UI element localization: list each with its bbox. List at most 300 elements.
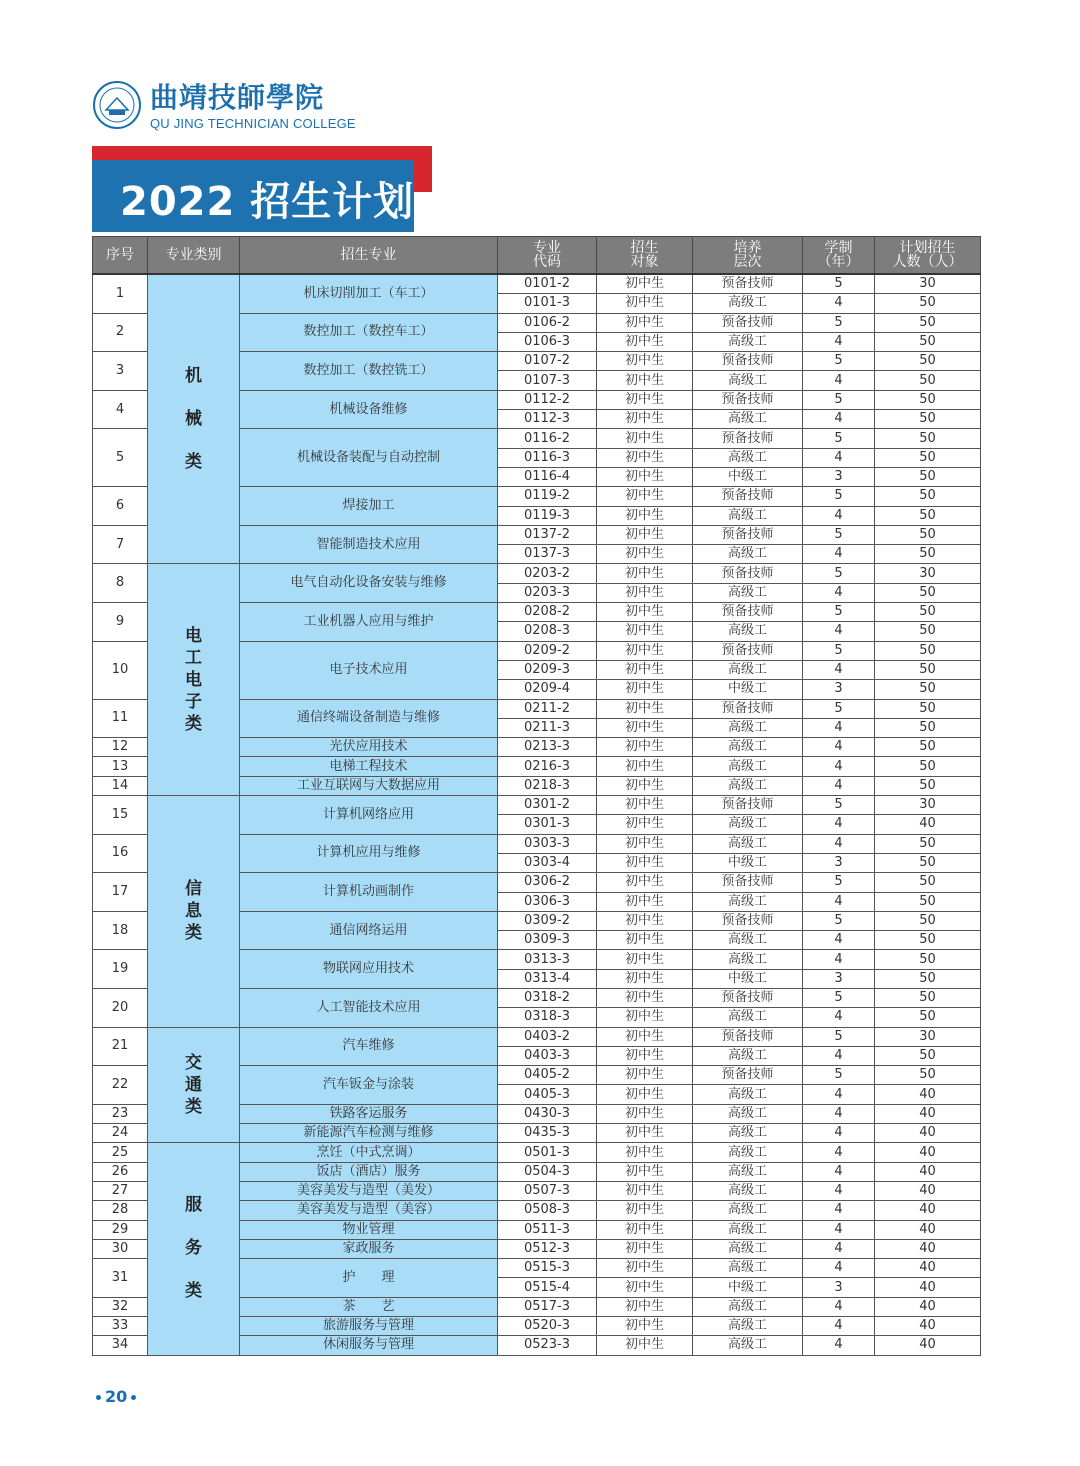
- row-number: 27: [93, 1181, 148, 1200]
- training-level: 预备技师: [693, 988, 803, 1007]
- column-header: 学制 （年）: [803, 237, 875, 275]
- study-years: 5: [803, 796, 875, 815]
- training-level: 高级工: [693, 1297, 803, 1316]
- planned-quota: 40: [875, 1143, 981, 1162]
- enroll-target: 初中生: [597, 853, 693, 872]
- training-level: 高级工: [693, 1201, 803, 1220]
- training-level: 高级工: [693, 545, 803, 564]
- major-code: 0313-3: [498, 950, 597, 969]
- category-cell: [148, 1027, 240, 1143]
- study-years: 4: [803, 1104, 875, 1123]
- training-level: 预备技师: [693, 487, 803, 506]
- major-code: 0106-2: [498, 313, 597, 332]
- enroll-target: 初中生: [597, 313, 693, 332]
- major-code: 0435-3: [498, 1124, 597, 1143]
- training-level: 预备技师: [693, 390, 803, 409]
- table-row: [93, 1143, 981, 1162]
- column-header: 专业类别: [148, 237, 240, 275]
- training-level: 高级工: [693, 1181, 803, 1200]
- enroll-target: 初中生: [597, 834, 693, 853]
- training-level: 高级工: [693, 622, 803, 641]
- training-level: 预备技师: [693, 796, 803, 815]
- row-number: 22: [93, 1066, 148, 1105]
- category-label: 机械类: [185, 365, 202, 472]
- table-row: [93, 564, 981, 583]
- training-level: 高级工: [693, 815, 803, 834]
- major-name: 电子技术应用: [240, 641, 498, 699]
- training-level: 预备技师: [693, 352, 803, 371]
- training-level: 高级工: [693, 448, 803, 467]
- major-code: 0405-3: [498, 1085, 597, 1104]
- row-number: 18: [93, 911, 148, 950]
- study-years: 5: [803, 429, 875, 448]
- planned-quota: 30: [875, 1027, 981, 1046]
- study-years: 4: [803, 931, 875, 950]
- major-code: 0116-4: [498, 467, 597, 486]
- row-number: 5: [93, 429, 148, 487]
- major-code: 0403-3: [498, 1046, 597, 1065]
- major-name: 家政服务: [240, 1239, 498, 1258]
- study-years: 4: [803, 1124, 875, 1143]
- planned-quota: 40: [875, 1181, 981, 1200]
- training-level: 高级工: [693, 1008, 803, 1027]
- training-level: 预备技师: [693, 313, 803, 332]
- study-years: 4: [803, 332, 875, 351]
- major-name: 数控加工（数控车工）: [240, 313, 498, 352]
- enroll-target: 初中生: [597, 352, 693, 371]
- major-code: 0507-3: [498, 1181, 597, 1200]
- planned-quota: 40: [875, 1201, 981, 1220]
- study-years: 4: [803, 1143, 875, 1162]
- study-years: 5: [803, 525, 875, 544]
- study-years: 3: [803, 467, 875, 486]
- major-code: 0309-3: [498, 931, 597, 950]
- study-years: 4: [803, 815, 875, 834]
- major-name: 电气自动化设备安装与维修: [240, 564, 498, 603]
- study-years: 4: [803, 1046, 875, 1065]
- major-code: 0137-3: [498, 545, 597, 564]
- enroll-target: 初中生: [597, 1181, 693, 1200]
- major-code: 0203-3: [498, 583, 597, 602]
- enroll-target: 初中生: [597, 1162, 693, 1181]
- table-row: [93, 274, 981, 294]
- study-years: 4: [803, 622, 875, 641]
- major-name: 光伏应用技术: [240, 738, 498, 757]
- study-years: 5: [803, 390, 875, 409]
- enroll-target: 初中生: [597, 1008, 693, 1027]
- major-code: 0213-3: [498, 738, 597, 757]
- major-name: 美容美发与造型（美发）: [240, 1181, 498, 1200]
- row-number: 8: [93, 564, 148, 603]
- study-years: 4: [803, 718, 875, 737]
- row-number: 16: [93, 834, 148, 873]
- major-name: 计算机网络应用: [240, 796, 498, 835]
- planned-quota: 30: [875, 274, 981, 294]
- study-years: 4: [803, 1181, 875, 1200]
- planned-quota: 40: [875, 1162, 981, 1181]
- row-number: 13: [93, 757, 148, 776]
- major-code: 0106-3: [498, 332, 597, 351]
- planned-quota: 50: [875, 757, 981, 776]
- major-code: 0119-3: [498, 506, 597, 525]
- training-level: 高级工: [693, 757, 803, 776]
- row-number: 10: [93, 641, 148, 699]
- study-years: 4: [803, 776, 875, 795]
- planned-quota: 50: [875, 352, 981, 371]
- planned-quota: 40: [875, 815, 981, 834]
- major-name: 通信终端设备制造与维修: [240, 699, 498, 738]
- major-code: 0504-3: [498, 1162, 597, 1181]
- row-number: 19: [93, 950, 148, 989]
- study-years: 4: [803, 834, 875, 853]
- table-header-row: [93, 237, 981, 275]
- row-number: 31: [93, 1259, 148, 1298]
- row-number: 7: [93, 525, 148, 564]
- enroll-target: 初中生: [597, 1259, 693, 1278]
- study-years: 5: [803, 988, 875, 1007]
- enroll-target: 初中生: [597, 776, 693, 795]
- enroll-target: 初中生: [597, 1336, 693, 1355]
- study-years: 4: [803, 583, 875, 602]
- enrollment-plan-table: [92, 236, 981, 1356]
- column-header: 计划招生 人数（人）: [875, 237, 981, 275]
- planned-quota: 50: [875, 332, 981, 351]
- planned-quota: 50: [875, 1008, 981, 1027]
- school-logo: [92, 76, 382, 132]
- major-name: 护 理: [240, 1259, 498, 1298]
- study-years: 4: [803, 1297, 875, 1316]
- training-level: 高级工: [693, 294, 803, 313]
- training-level: 预备技师: [693, 525, 803, 544]
- planned-quota: 50: [875, 911, 981, 930]
- study-years: 4: [803, 1317, 875, 1336]
- study-years: 4: [803, 1008, 875, 1027]
- row-number: 9: [93, 603, 148, 642]
- training-level: 高级工: [693, 1046, 803, 1065]
- row-number: 11: [93, 699, 148, 738]
- planned-quota: 40: [875, 1104, 981, 1123]
- major-name: 人工智能技术应用: [240, 988, 498, 1027]
- planned-quota: 50: [875, 660, 981, 679]
- training-level: 高级工: [693, 1162, 803, 1181]
- enroll-target: 初中生: [597, 525, 693, 544]
- planned-quota: 50: [875, 410, 981, 429]
- training-level: 预备技师: [693, 429, 803, 448]
- planned-quota: 30: [875, 796, 981, 815]
- dot-icon: [131, 1395, 136, 1400]
- column-header: 招生专业: [240, 237, 498, 275]
- major-code: 0208-3: [498, 622, 597, 641]
- planned-quota: 50: [875, 834, 981, 853]
- study-years: 5: [803, 1027, 875, 1046]
- study-years: 5: [803, 873, 875, 892]
- training-level: 预备技师: [693, 699, 803, 718]
- enroll-target: 初中生: [597, 622, 693, 641]
- row-number: 12: [93, 738, 148, 757]
- enroll-target: 初中生: [597, 1220, 693, 1239]
- planned-quota: 50: [875, 738, 981, 757]
- major-code: 0218-3: [498, 776, 597, 795]
- study-years: 3: [803, 680, 875, 699]
- major-code: 0116-2: [498, 429, 597, 448]
- row-number: 4: [93, 390, 148, 429]
- enroll-target: 初中生: [597, 911, 693, 930]
- enroll-target: 初中生: [597, 564, 693, 583]
- major-code: 0306-2: [498, 873, 597, 892]
- training-level: 中级工: [693, 467, 803, 486]
- major-name: 电梯工程技术: [240, 757, 498, 776]
- page-title: 2022 招生计划: [120, 179, 415, 225]
- page-number-label: 20: [105, 1387, 128, 1406]
- major-code: 0512-3: [498, 1239, 597, 1258]
- row-number: 21: [93, 1027, 148, 1066]
- major-code: 0119-2: [498, 487, 597, 506]
- major-code: 0303-4: [498, 853, 597, 872]
- major-code: 0520-3: [498, 1317, 597, 1336]
- major-name: 智能制造技术应用: [240, 525, 498, 564]
- row-number: 20: [93, 988, 148, 1027]
- study-years: 4: [803, 371, 875, 390]
- study-years: 4: [803, 738, 875, 757]
- major-code: 0107-3: [498, 371, 597, 390]
- study-years: 5: [803, 352, 875, 371]
- enroll-target: 初中生: [597, 1066, 693, 1085]
- major-code: 0112-2: [498, 390, 597, 409]
- training-level: 中级工: [693, 853, 803, 872]
- major-name: 工业机器人应用与维护: [240, 603, 498, 642]
- major-name: 汽车钣金与涂装: [240, 1066, 498, 1105]
- study-years: 4: [803, 448, 875, 467]
- enroll-target: 初中生: [597, 1046, 693, 1065]
- enroll-target: 初中生: [597, 1104, 693, 1123]
- planned-quota: 50: [875, 699, 981, 718]
- enroll-target: 初中生: [597, 718, 693, 737]
- enroll-target: 初中生: [597, 1297, 693, 1316]
- row-number: 24: [93, 1124, 148, 1143]
- row-number: 17: [93, 873, 148, 912]
- study-years: 5: [803, 487, 875, 506]
- major-code: 0523-3: [498, 1336, 597, 1355]
- major-code: 0306-3: [498, 892, 597, 911]
- enroll-target: 初中生: [597, 583, 693, 602]
- enroll-target: 初中生: [597, 873, 693, 892]
- row-number: 29: [93, 1220, 148, 1239]
- major-name: 美容美发与造型（美容）: [240, 1201, 498, 1220]
- training-level: 高级工: [693, 1317, 803, 1336]
- major-code: 0313-4: [498, 969, 597, 988]
- planned-quota: 50: [875, 313, 981, 332]
- major-code: 0107-2: [498, 352, 597, 371]
- planned-quota: 50: [875, 776, 981, 795]
- study-years: 4: [803, 892, 875, 911]
- training-level: 高级工: [693, 1220, 803, 1239]
- enroll-target: 初中生: [597, 467, 693, 486]
- major-code: 0403-2: [498, 1027, 597, 1046]
- training-level: 高级工: [693, 776, 803, 795]
- enroll-target: 初中生: [597, 1239, 693, 1258]
- study-years: 5: [803, 1066, 875, 1085]
- enroll-target: 初中生: [597, 603, 693, 622]
- major-name: 旅游服务与管理: [240, 1317, 498, 1336]
- training-level: 预备技师: [693, 911, 803, 930]
- planned-quota: 50: [875, 950, 981, 969]
- category-label: 信息类: [185, 879, 202, 944]
- enroll-target: 初中生: [597, 429, 693, 448]
- planned-quota: 50: [875, 429, 981, 448]
- study-years: 4: [803, 660, 875, 679]
- major-code: 0430-3: [498, 1104, 597, 1123]
- enroll-target: 初中生: [597, 757, 693, 776]
- enroll-target: 初中生: [597, 1201, 693, 1220]
- row-number: 33: [93, 1317, 148, 1336]
- training-level: 预备技师: [693, 873, 803, 892]
- enroll-target: 初中生: [597, 1085, 693, 1104]
- row-number: 25: [93, 1143, 148, 1162]
- enroll-target: 初中生: [597, 448, 693, 467]
- major-name: 数控加工（数控铣工）: [240, 352, 498, 391]
- major-name: 通信网络运用: [240, 911, 498, 950]
- planned-quota: 50: [875, 622, 981, 641]
- major-code: 0211-2: [498, 699, 597, 718]
- training-level: 高级工: [693, 1085, 803, 1104]
- training-level: 中级工: [693, 680, 803, 699]
- category-cell: [148, 796, 240, 1028]
- enroll-target: 初中生: [597, 796, 693, 815]
- planned-quota: 50: [875, 641, 981, 660]
- enroll-target: 初中生: [597, 699, 693, 718]
- enroll-target: 初中生: [597, 274, 693, 294]
- study-years: 4: [803, 545, 875, 564]
- category-cell: [148, 274, 240, 564]
- planned-quota: 50: [875, 525, 981, 544]
- study-years: 5: [803, 603, 875, 622]
- major-name: 新能源汽车检测与维修: [240, 1124, 498, 1143]
- major-code: 0216-3: [498, 757, 597, 776]
- training-level: 预备技师: [693, 1027, 803, 1046]
- planned-quota: 50: [875, 487, 981, 506]
- training-level: 高级工: [693, 834, 803, 853]
- major-code: 0405-2: [498, 1066, 597, 1085]
- training-level: 高级工: [693, 1336, 803, 1355]
- major-code: 0209-2: [498, 641, 597, 660]
- training-level: 高级工: [693, 1143, 803, 1162]
- enroll-target: 初中生: [597, 506, 693, 525]
- training-level: 高级工: [693, 1259, 803, 1278]
- enroll-target: 初中生: [597, 660, 693, 679]
- major-code: 0301-2: [498, 796, 597, 815]
- enroll-target: 初中生: [597, 1317, 693, 1336]
- study-years: 4: [803, 950, 875, 969]
- major-name: 机床切削加工（车工）: [240, 274, 498, 313]
- study-years: 5: [803, 699, 875, 718]
- study-years: 5: [803, 911, 875, 930]
- major-name: 工业互联网与大数据应用: [240, 776, 498, 795]
- training-level: 高级工: [693, 1104, 803, 1123]
- major-name: 焊接加工: [240, 487, 498, 526]
- planned-quota: 50: [875, 853, 981, 872]
- major-name: 物联网应用技术: [240, 950, 498, 989]
- row-number: 32: [93, 1297, 148, 1316]
- training-level: 高级工: [693, 332, 803, 351]
- school-name-en: QU JING TECHNICIAN COLLEGE: [150, 116, 356, 131]
- category-label: 服务类: [185, 1195, 202, 1302]
- major-code: 0318-3: [498, 1008, 597, 1027]
- training-level: 中级工: [693, 969, 803, 988]
- study-years: 4: [803, 1162, 875, 1181]
- planned-quota: 40: [875, 1124, 981, 1143]
- major-code: 0515-3: [498, 1259, 597, 1278]
- major-code: 0501-3: [498, 1143, 597, 1162]
- planned-quota: 50: [875, 873, 981, 892]
- enroll-target: 初中生: [597, 487, 693, 506]
- planned-quota: 40: [875, 1239, 981, 1258]
- planned-quota: 50: [875, 371, 981, 390]
- enroll-target: 初中生: [597, 641, 693, 660]
- row-number: 34: [93, 1336, 148, 1355]
- study-years: 3: [803, 853, 875, 872]
- row-number: 23: [93, 1104, 148, 1123]
- study-years: 3: [803, 1278, 875, 1297]
- major-name: 饭店（酒店）服务: [240, 1162, 498, 1181]
- study-years: 4: [803, 506, 875, 525]
- study-years: 4: [803, 1259, 875, 1278]
- major-code: 0209-3: [498, 660, 597, 679]
- row-number: 2: [93, 313, 148, 352]
- major-name: 计算机应用与维修: [240, 834, 498, 873]
- row-number: 1: [93, 274, 148, 313]
- column-header: 培养 层次: [693, 237, 803, 275]
- training-level: 高级工: [693, 718, 803, 737]
- planned-quota: 40: [875, 1259, 981, 1278]
- major-name: 机械设备装配与自动控制: [240, 429, 498, 487]
- major-name: 铁路客运服务: [240, 1104, 498, 1123]
- study-years: 5: [803, 313, 875, 332]
- table-row: [93, 1027, 981, 1046]
- major-code: 0208-2: [498, 603, 597, 622]
- training-level: 高级工: [693, 660, 803, 679]
- major-code: 0116-3: [498, 448, 597, 467]
- planned-quota: 50: [875, 931, 981, 950]
- study-years: 4: [803, 294, 875, 313]
- row-number: 26: [93, 1162, 148, 1181]
- page-number: [92, 1387, 140, 1406]
- training-level: 高级工: [693, 738, 803, 757]
- major-code: 0209-4: [498, 680, 597, 699]
- major-code: 0309-2: [498, 911, 597, 930]
- study-years: 3: [803, 969, 875, 988]
- planned-quota: 50: [875, 603, 981, 622]
- major-code: 0112-3: [498, 410, 597, 429]
- major-code: 0508-3: [498, 1201, 597, 1220]
- school-name-cn: 曲靖技師學院: [150, 81, 325, 114]
- training-level: 高级工: [693, 950, 803, 969]
- planned-quota: 30: [875, 564, 981, 583]
- planned-quota: 50: [875, 506, 981, 525]
- enroll-target: 初中生: [597, 332, 693, 351]
- training-level: 预备技师: [693, 274, 803, 294]
- training-level: 预备技师: [693, 1066, 803, 1085]
- training-level: 高级工: [693, 1239, 803, 1258]
- category-label: 交通类: [185, 1052, 202, 1117]
- major-name: 茶 艺: [240, 1297, 498, 1316]
- planned-quota: 50: [875, 969, 981, 988]
- planned-quota: 50: [875, 545, 981, 564]
- major-code: 0101-3: [498, 294, 597, 313]
- enroll-target: 初中生: [597, 545, 693, 564]
- planned-quota: 50: [875, 680, 981, 699]
- enroll-target: 初中生: [597, 892, 693, 911]
- training-level: 中级工: [693, 1278, 803, 1297]
